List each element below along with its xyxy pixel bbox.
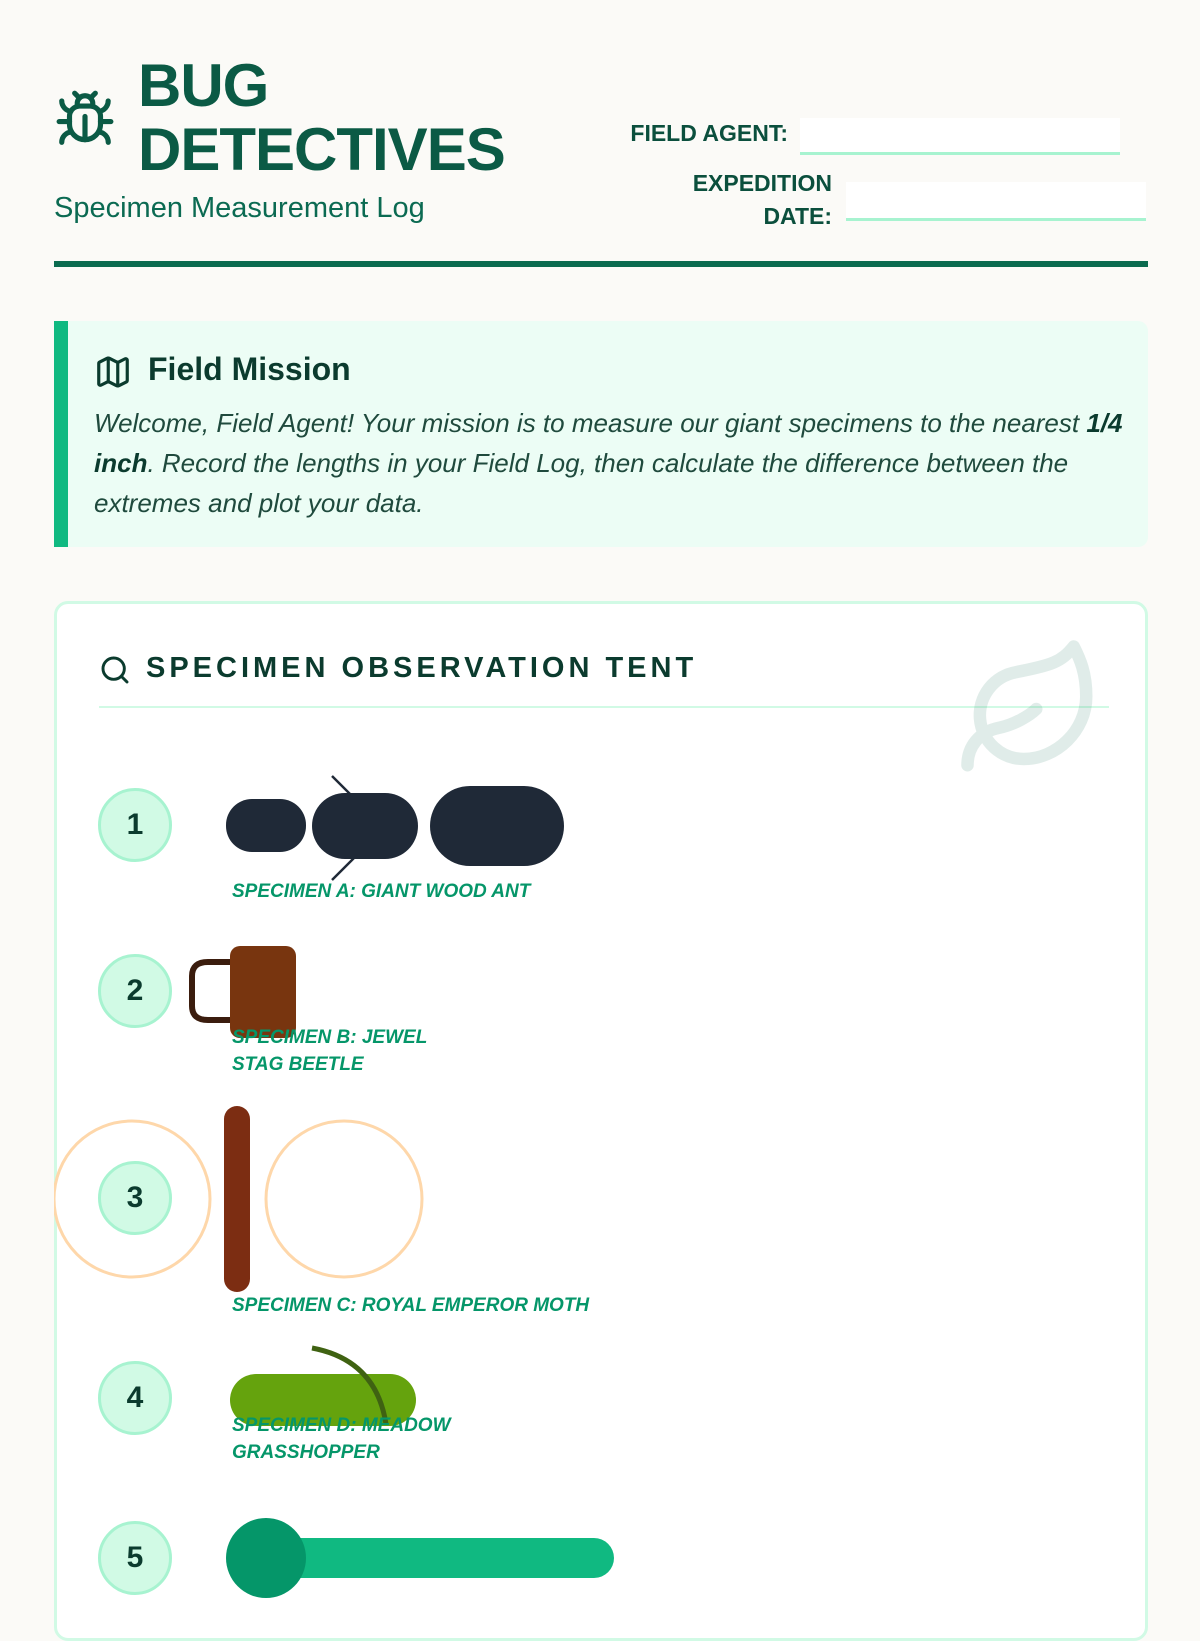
specimen-d-label [232, 1412, 451, 1466]
title-line-1: BUG [138, 52, 269, 119]
expedition-label-line-1: EXPEDITION [692, 170, 832, 196]
specimen-e-illustration [226, 1516, 616, 1600]
specimen-number-5: 5 [98, 1521, 172, 1595]
header-rule [54, 261, 1148, 267]
expedition-date-input[interactable] [846, 182, 1146, 221]
field-mission-panel [54, 321, 1148, 547]
specimen-number-4: 4 [98, 1361, 172, 1435]
specimen-number-3: 3 [98, 1161, 172, 1235]
specimen-number-1: 1 [98, 788, 172, 862]
specimen-d-label-line-2: GRASSHOPPER [232, 1442, 380, 1463]
mission-text-instructions: . Record the lengths in your Field Log, then calculate the difference between the extremes and plot your data. [94, 448, 1069, 518]
specimen-b-label [232, 1024, 427, 1078]
specimen-b-label-line-1: SPECIMEN B: JEWEL [232, 1027, 428, 1048]
mission-title: Field Mission [148, 351, 351, 387]
mission-text-intro: Welcome, Field Agent! Your mission is to measure our giant specimens to the nearest [94, 408, 1087, 438]
specimen-d-label-line-1: SPECIMEN D: MEADOW [232, 1415, 451, 1436]
specimen-number-2: 2 [98, 954, 172, 1028]
leaf-icon [955, 634, 1105, 784]
mission-text-precision: 1/4 inch [94, 408, 1123, 478]
specimen-a-ant-illustration [226, 768, 566, 884]
bug-icon [54, 88, 116, 150]
search-icon [99, 654, 131, 686]
field-agent-label: FIELD AGENT: [630, 120, 788, 146]
map-icon [94, 353, 132, 391]
expedition-date-label [660, 167, 832, 233]
specimen-b-label-line-2: STAG BEETLE [232, 1054, 364, 1075]
expedition-label-line-2: DATE: [763, 203, 832, 229]
specimen-c-label: SPECIMEN C: ROYAL EMPEROR MOTH [232, 1295, 590, 1316]
tent-title: SPECIMEN OBSERVATION TENT [146, 652, 698, 684]
page-title [138, 54, 505, 182]
mission-text [94, 403, 1124, 523]
title-line-2: DETECTIVES [138, 116, 505, 183]
page-subtitle: Specimen Measurement Log [54, 192, 425, 224]
field-agent-input[interactable] [800, 118, 1120, 155]
specimen-a-label: SPECIMEN A: GIANT WOOD ANT [232, 881, 531, 902]
